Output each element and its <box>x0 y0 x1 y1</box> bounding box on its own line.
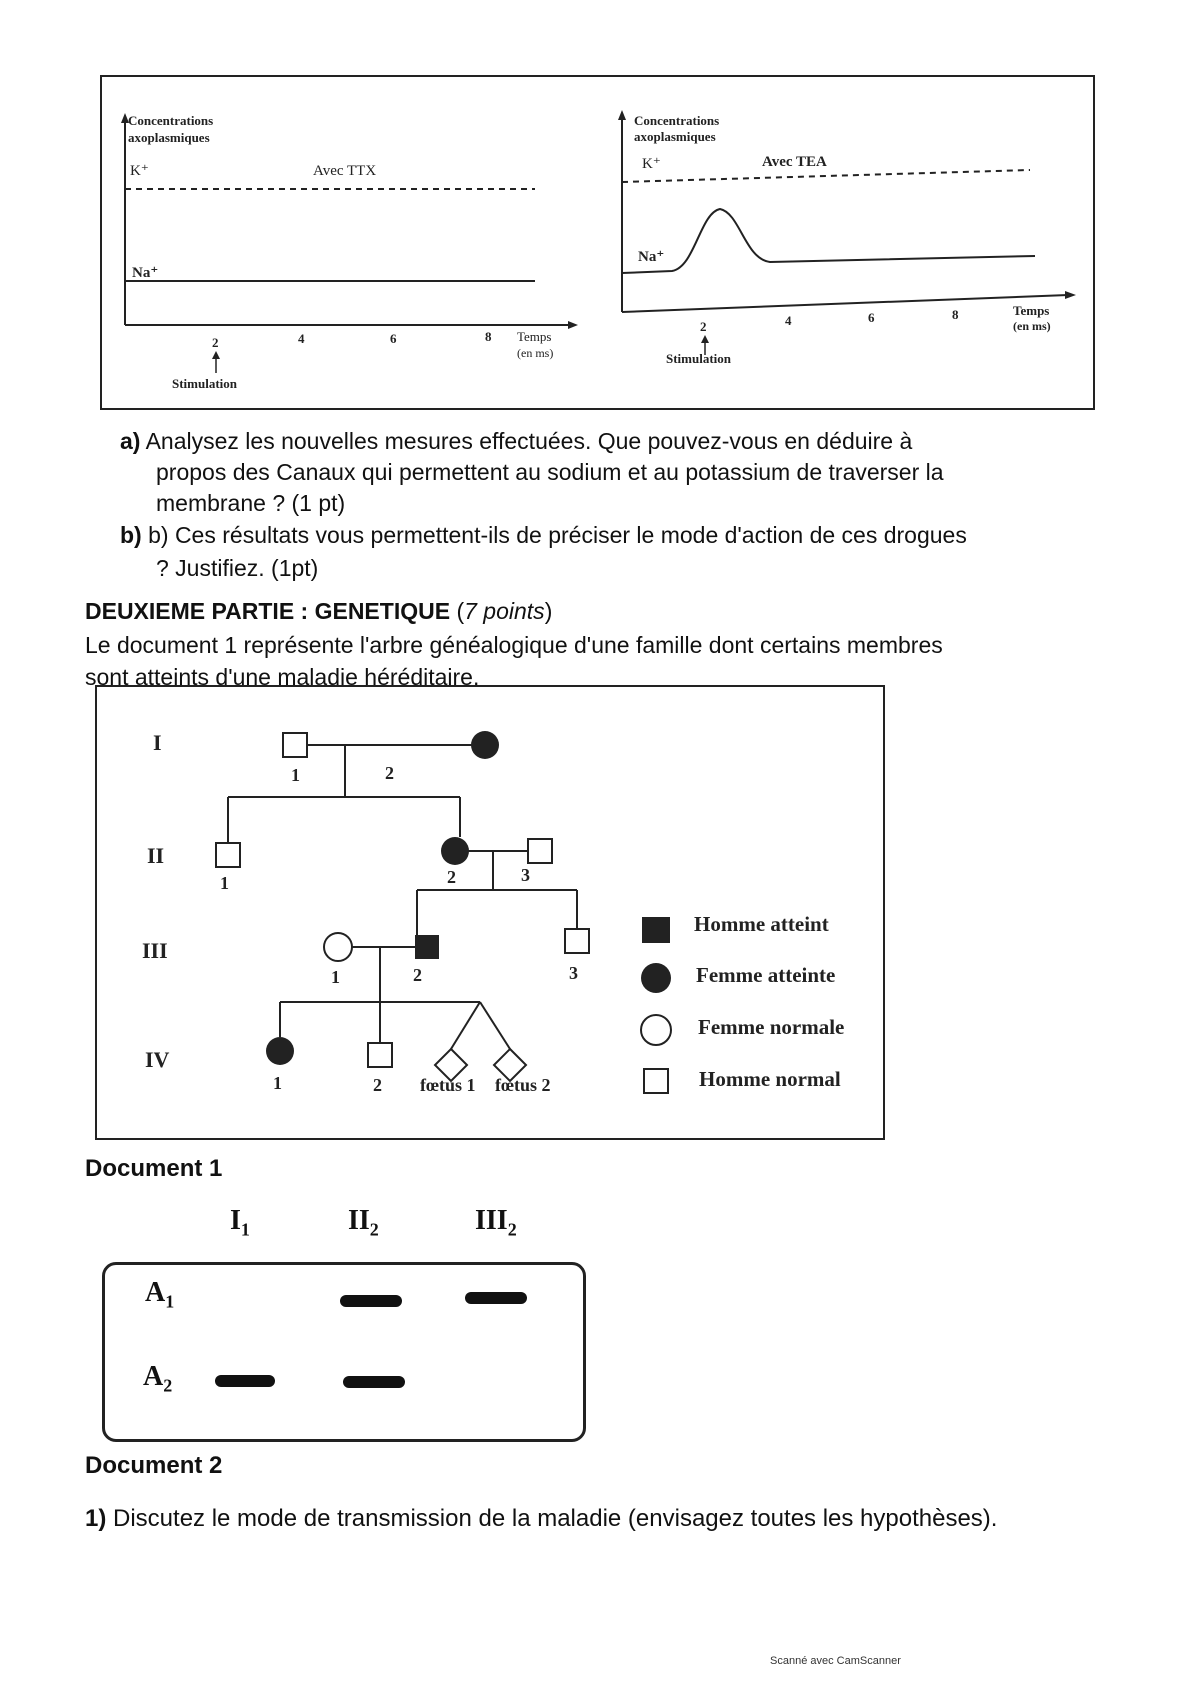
pedigree-lines <box>228 745 577 1049</box>
right-na-label: Na⁺ <box>638 249 665 265</box>
legend-normal-male-symbol <box>644 1069 668 1093</box>
right-ylabel-1: Concentrations <box>634 113 720 128</box>
right-tick-4: 4 <box>785 313 792 328</box>
legend-affected-female: Femme atteinte <box>696 963 836 987</box>
band-A1-II2 <box>340 1295 402 1307</box>
question-a-label: a) <box>120 428 141 454</box>
label-III3: 3 <box>569 963 578 983</box>
right-x-axis <box>622 295 1068 312</box>
left-ylabel-2: axoplasmiques <box>128 130 210 145</box>
gel-column-I1 <box>230 1205 250 1241</box>
gel-col-1-main: II <box>348 1205 370 1236</box>
generation-IV: IV <box>145 1047 170 1072</box>
left-tick-4: 4 <box>298 331 305 346</box>
left-condition: Avec TTX <box>313 163 377 179</box>
question-1-text: Discutez le mode de transmission de la maladie (envisagez toutes les hypothèses). <box>113 1505 998 1532</box>
right-stim-arrowhead <box>701 335 709 343</box>
legend-affected-female-symbol <box>641 963 671 993</box>
individual-III2-affected-male <box>415 935 439 959</box>
label-III2: 2 <box>413 965 422 985</box>
question-a-line-3: membrane ? (1 pt) <box>156 490 346 516</box>
individual-I2-affected-female <box>471 731 499 759</box>
gel-column-III2 <box>475 1205 517 1241</box>
gel-row-A2 <box>143 1361 172 1397</box>
section-points <box>456 598 552 624</box>
label-I2: 2 <box>385 763 394 783</box>
right-stimulation: Stimulation <box>666 351 732 366</box>
band-A2-I1 <box>215 1375 275 1387</box>
left-tick-8: 8 <box>485 329 492 344</box>
label-IV2: 2 <box>373 1075 382 1095</box>
right-tick-6: 6 <box>868 310 875 325</box>
right-ylabel-2: axoplasmiques <box>634 129 716 144</box>
left-x-arrow <box>568 321 578 329</box>
question-a-line-1 <box>120 425 912 457</box>
left-stim-arrowhead <box>212 351 220 359</box>
gel-row-A1 <box>145 1277 174 1313</box>
left-tick-2: 2 <box>212 335 219 350</box>
individual-III1-normal-female <box>324 933 352 961</box>
question-1 <box>85 1503 997 1535</box>
left-stimulation: Stimulation <box>172 376 238 391</box>
individual-II3-normal-male <box>528 839 552 863</box>
label-II1: 1 <box>220 873 229 893</box>
label-II2: 2 <box>447 867 456 887</box>
right-k-label: K⁺ <box>642 156 661 172</box>
legend-affected-male-symbol <box>642 917 670 943</box>
legend-normal-female: Femme normale <box>698 1015 845 1039</box>
gel-col-2-main: III <box>475 1205 508 1236</box>
generation-III: III <box>142 938 168 963</box>
right-xlabel-2: (en ms) <box>1013 319 1051 333</box>
band-A1-III2 <box>465 1292 527 1304</box>
right-xlabel-1: Temps <box>1013 303 1050 318</box>
question-a-line-2: propos des Canaux qui permettent au sodium et au potassium de traverser la <box>156 459 944 485</box>
points-close: ) <box>544 598 553 624</box>
gel-row-1-sub: 2 <box>163 1375 173 1396</box>
gel-col-1-sub: 2 <box>369 1219 379 1240</box>
right-k-line <box>622 170 1030 182</box>
generation-II: II <box>147 843 165 868</box>
label-foetus2: fœtus 2 <box>495 1075 551 1095</box>
gel-box <box>102 1262 586 1442</box>
generation-I: I <box>153 730 162 755</box>
right-chart <box>618 110 1076 366</box>
individual-IV2-normal-male <box>368 1043 392 1067</box>
label-II3: 3 <box>521 865 530 885</box>
left-xlabel-1: Temps <box>517 329 552 344</box>
gel-col-0-sub: 1 <box>240 1219 250 1240</box>
document1-caption: Document 1 <box>85 1155 223 1182</box>
question-b-label: b) <box>120 522 142 548</box>
right-condition: Avec TEA <box>762 154 827 170</box>
right-tick-8: 8 <box>952 307 959 322</box>
left-tick-6: 6 <box>390 331 397 346</box>
individual-IV1-affected-female <box>266 1037 294 1065</box>
individual-II1-normal-male <box>216 843 240 867</box>
gel-row-0-sub: 1 <box>165 1291 175 1312</box>
individual-III3-normal-male <box>565 929 589 953</box>
gel-col-0-main: I <box>230 1205 241 1236</box>
label-foetus1: fœtus 1 <box>420 1075 476 1095</box>
individual-I1-normal-male <box>283 733 307 757</box>
legend-normal-female-symbol <box>641 1015 671 1045</box>
section-title-text: DEUXIEME PARTIE : GENETIQUE <box>85 598 451 624</box>
individual-II2-affected-female <box>441 837 469 865</box>
intro-line-1: Le document 1 représente l'arbre généalogique d'une famille dont certains membres <box>85 632 943 658</box>
gel-col-2-sub: 2 <box>507 1219 517 1240</box>
left-ylabel-1: Concentrations <box>128 113 214 128</box>
document2-caption: Document 2 <box>85 1452 223 1479</box>
label-I1: 1 <box>291 765 300 785</box>
left-na-label: Na⁺ <box>132 265 159 281</box>
section-title <box>85 598 552 625</box>
points-open: ( <box>456 598 465 624</box>
scanner-footer: Scanné avec CamScanner <box>770 1655 901 1667</box>
pedigree-chart <box>95 685 885 1140</box>
left-xlabel-2: (en ms) <box>517 346 554 360</box>
question-b-line-2: ? Justifiez. (1pt) <box>156 555 319 581</box>
band-A2-II2 <box>343 1376 405 1388</box>
right-y-arrow <box>618 110 626 120</box>
legend-affected-male: Homme atteint <box>694 912 829 936</box>
figure-charts <box>100 75 1095 410</box>
label-IV1: 1 <box>273 1073 282 1093</box>
question-b-text-1: b) Ces résultats vous permettent-ils de préciser le mode d'action de ces drogues <box>148 522 967 548</box>
question-a-text-1: Analysez les nouvelles mesures effectuées. Que pouvez-vous en déduire à <box>145 428 913 454</box>
left-k-label: K⁺ <box>130 163 149 179</box>
right-x-arrow <box>1065 291 1076 299</box>
question-b-line-1 <box>120 519 967 551</box>
gel-column-II2 <box>348 1205 379 1241</box>
question-1-label: 1) <box>85 1505 107 1532</box>
gel-row-1-main: A <box>143 1361 164 1392</box>
points-value: 7 points <box>464 598 545 624</box>
label-III1: 1 <box>331 967 340 987</box>
legend-normal-male: Homme normal <box>699 1067 841 1091</box>
left-chart <box>121 113 578 391</box>
pedigree-legend <box>641 912 844 1093</box>
right-na-curve <box>622 209 1035 273</box>
gel-row-0-main: A <box>145 1277 166 1308</box>
right-tick-2: 2 <box>700 319 707 334</box>
intro-line-2: sont atteints d'une maladie héréditaire. <box>85 664 480 690</box>
